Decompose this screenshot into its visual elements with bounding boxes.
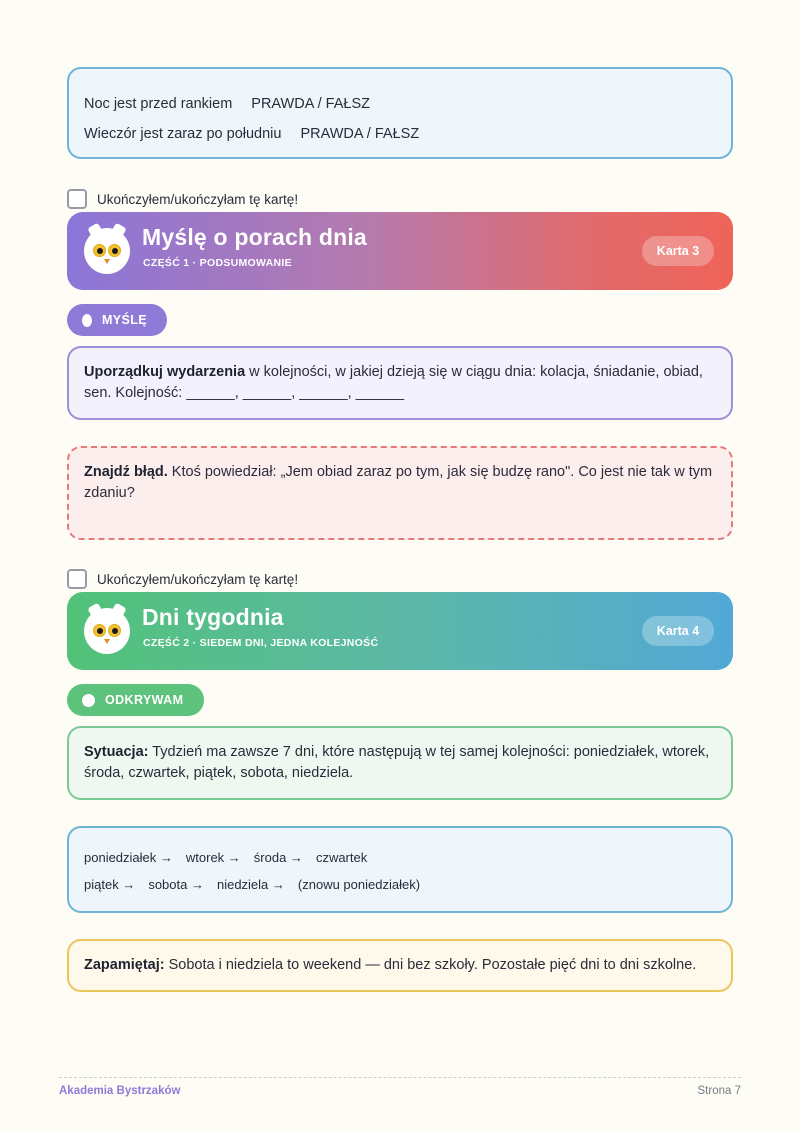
find-error-heading: Znajdź błąd. — [84, 464, 168, 480]
sequence-day: poniedziałek → — [84, 850, 173, 865]
sequence-day: sobota → — [148, 877, 204, 892]
true-false-box — [67, 67, 733, 159]
days-sequence-box — [67, 826, 733, 913]
sequence-day: wtorek → — [185, 850, 241, 865]
true-false-item — [84, 89, 716, 119]
section-pill-label: MYŚLĘ — [101, 313, 147, 327]
sequence-day: czwartek — [315, 850, 368, 865]
sequence-day: (znowu poniedziałek) — [297, 877, 421, 892]
card-number-badge: Karta 4 — [642, 616, 714, 646]
footer-brand: Akademia Bystrzaków — [59, 1085, 181, 1097]
card-complete-checkbox[interactable] — [67, 569, 87, 589]
card-complete-label: Ukończyłem/ukończyłam tę kartę! — [97, 191, 299, 207]
task-box — [67, 346, 733, 420]
remember-box — [67, 939, 733, 992]
true-false-statement: Wieczór jest zaraz po południu — [84, 125, 282, 142]
dot-icon — [82, 314, 92, 327]
card-complete-row — [67, 189, 298, 209]
situation-text: Tydzień ma zawsze 7 dni, które następują w tej samej kolejności: poniedziałek, wtorek, środa, czwartek, piątek, sobota, niedziela. — [84, 744, 710, 781]
situation-heading: Sytuacja: — [84, 744, 149, 760]
find-error-box — [67, 446, 733, 540]
section-pill — [67, 684, 204, 716]
card-number-badge: Karta 3 — [642, 236, 714, 266]
sequence-line — [84, 871, 716, 898]
card-complete-row — [67, 569, 298, 589]
card-complete-checkbox[interactable] — [67, 189, 87, 209]
owl-icon — [84, 228, 130, 274]
situation-box — [67, 726, 733, 800]
card-header — [67, 592, 733, 670]
sequence-line — [84, 844, 716, 871]
task-text: w kolejności, w jakiej dzieją się w ciągu dnia: kolacja, śniadanie, obiad, sen. Kolejność: ______, ______, ______, ______ — [84, 364, 703, 401]
remember-heading: Zapamiętaj: — [84, 957, 165, 973]
true-false-item — [84, 119, 716, 149]
card-subtitle: CZĘŚĆ 1 · PODSUMOWANIE — [143, 257, 292, 269]
dot-icon — [82, 694, 95, 707]
card-header — [67, 212, 733, 290]
owl-icon — [84, 608, 130, 654]
card-title: Dni tygodnia — [142, 604, 284, 630]
true-false-statement: Noc jest przed rankiem — [84, 95, 233, 112]
remember-text: Sobota i niedziela to weekend — dni bez szkoły. Pozostałe pięć dni to dni szkolne. — [164, 957, 697, 973]
find-error-text: Ktoś powiedział: „Jem obiad zaraz po tym, jak się budzę rano". Co jest nie tak w tym zdaniu? — [84, 464, 713, 501]
card-complete-label: Ukończyłem/ukończyłam tę kartę! — [97, 571, 299, 587]
section-pill-label: ODKRYWAM — [105, 693, 184, 707]
card-subtitle: CZĘŚĆ 2 · SIEDEM DNI, JEDNA KOLEJNOŚĆ — [143, 637, 379, 649]
task-heading: Uporządkuj wydarzenia — [84, 364, 246, 380]
sequence-day: środa → — [253, 850, 303, 865]
footer-page-number: Strona 7 — [697, 1085, 741, 1097]
sequence-day: piątek → — [84, 877, 136, 892]
footer-divider — [59, 1077, 741, 1078]
true-false-options[interactable]: PRAWDA / FAŁSZ — [251, 95, 370, 112]
sequence-day: niedziela → — [216, 877, 285, 892]
card-title: Myślę o porach dnia — [142, 224, 367, 250]
section-pill — [67, 304, 167, 336]
true-false-options[interactable]: PRAWDA / FAŁSZ — [300, 125, 420, 142]
